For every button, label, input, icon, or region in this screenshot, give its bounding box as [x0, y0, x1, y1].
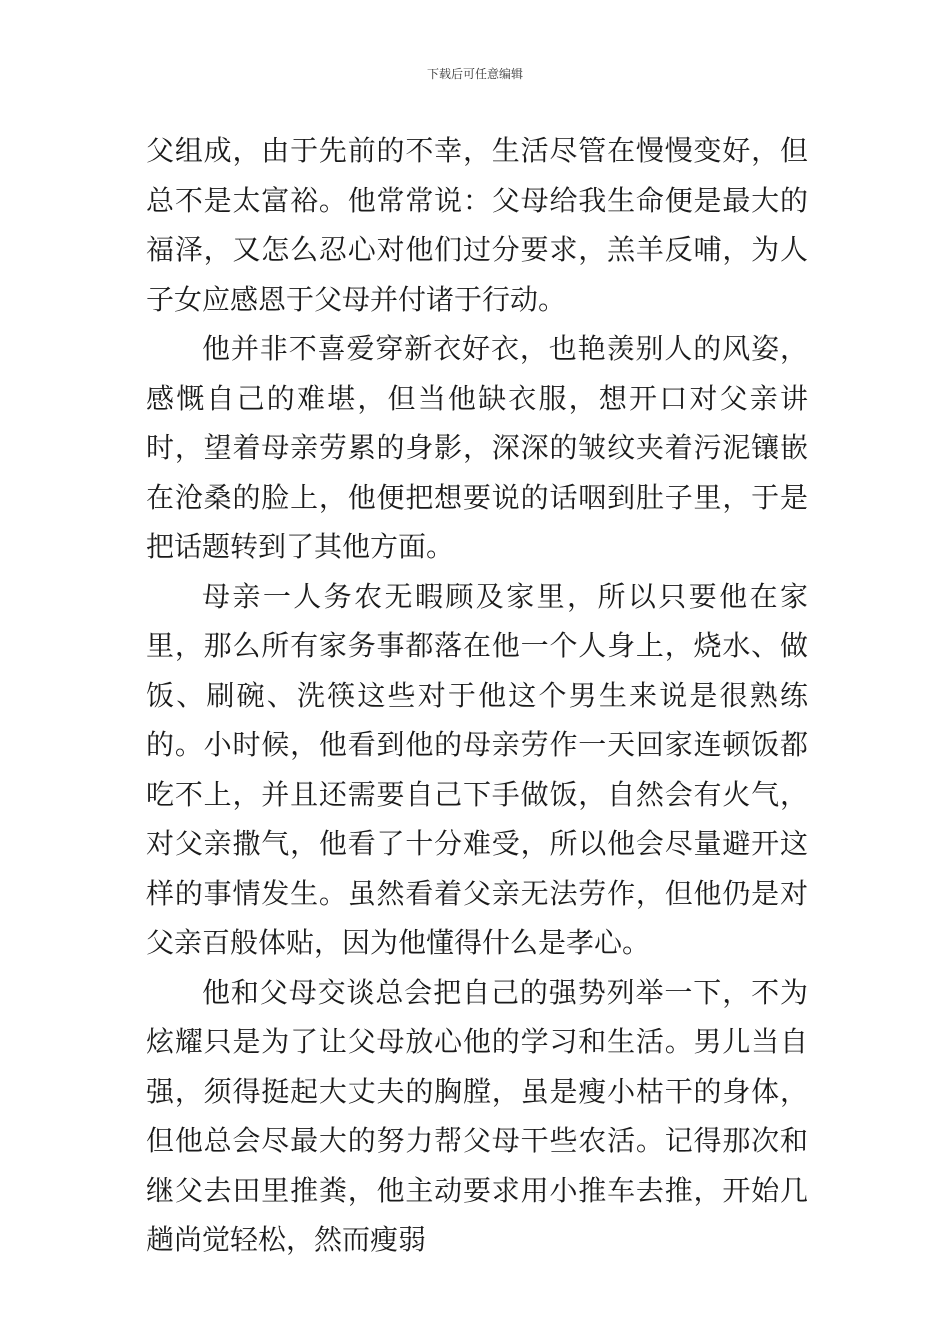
paragraph-1: 父组成，由于先前的不幸，生活尽管在慢慢变好，但总不是太富裕。他常常说：父母给我生命便是最大的福泽，又怎么忍心对他们过分要求，羔羊反哺，为人子女应感恩于父母并付诸于行动。: [146, 134, 808, 316]
paragraph-3: 母亲一人务农无暇顾及家里，所以只要他在家里，那么所有家务事都落在他一个人身上，烧水、做饭、刷碗、洗筷这些对于他这个男生来说是很熟练的。小时候，他看到他的母亲劳作一天回家连顿饭都吃不上，并且还需要自己下手做饭，自然会有火气，对父亲撒气，他看了十分难受，所以他会尽量避开这样的事情发生。虽然看着父亲无法劳作，但他仍是对父亲百般体贴，因为他懂得什么是孝心。: [146, 579, 808, 959]
page-header: 下载后可任意编辑: [426, 67, 523, 81]
paragraph-4: 他和父母交谈总会把自己的强势列举一下，不为炫耀只是为了让父母放心他的学习和生活。男儿当自强，须得挺起大丈夫的胸膛，虽是瘦小枯干的身体，但他总会尽最大的努力帮父母干些农活。记得那次和继父去田里推粪，他主动要求用小推车去推，开始几趟尚觉轻松，然而瘦弱: [146, 975, 808, 1256]
body-text: [146, 126, 808, 1265]
paragraph-2: 他并非不喜爱穿新衣好衣，也艳羡别人的风姿，感慨自己的难堪，但当他缺衣服，想开口对父亲讲时，望着母亲劳累的身影，深深的皱纹夹着污泥镶嵌在沧桑的脸上，他便把想要说的话咽到肚子里，于是把话题转到了其他方面。: [146, 332, 808, 563]
